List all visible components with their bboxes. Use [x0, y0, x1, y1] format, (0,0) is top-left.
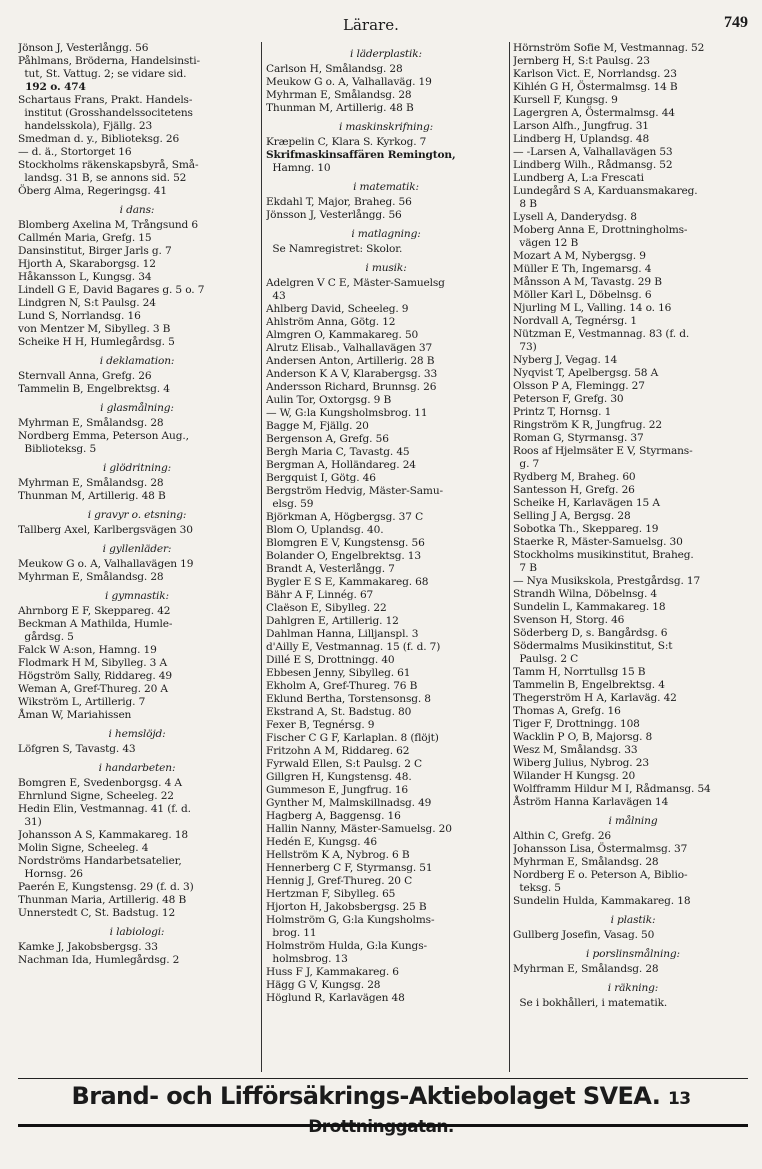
- listing-line: Santesson H, Grefg. 26: [513, 484, 635, 496]
- page-title: Lärare.: [343, 16, 399, 34]
- listing-line: Claëson E, Sibylleg. 22: [266, 602, 387, 614]
- listing-line: Hagberg A, Baggensg. 16: [266, 810, 401, 822]
- listing-line: Ekdahl T, Major, Braheg. 56: [266, 196, 412, 208]
- section-heading: i glasmålning:: [100, 402, 174, 414]
- listing-line: Smedman d. y., Biblioteksg. 26: [18, 133, 180, 145]
- listing-line: Dansinstitut, Birger Jarls g. 7: [18, 245, 172, 257]
- listing-line: Lindell G E, David Bagares g. 5 o. 7: [18, 284, 205, 296]
- listing-line: Schartaus Frans, Prakt. Handels-: [18, 94, 193, 106]
- listing-line: — -Larsen A, Valhallavägen 53: [513, 146, 673, 158]
- listing-line: Hornsg. 26: [18, 868, 83, 880]
- listing-line: Almgren O, Kammakareg. 50: [266, 329, 419, 341]
- listing-line: Roman G, Styrmansg. 37: [513, 432, 644, 444]
- listing-line: Eklund Bertha, Torstensonsg. 8: [266, 693, 431, 705]
- column-1: [18, 42, 256, 1072]
- listing-line: Ebbesen Jenny, Sibylleg. 61: [266, 667, 411, 679]
- listing-line: teksg. 5: [513, 882, 561, 894]
- listing-line: Hellström K A, Nybrog. 6 B: [266, 849, 410, 861]
- section-heading: i deklamation:: [99, 355, 175, 367]
- listing-line: Myhrman E, Smålandsg. 28: [18, 477, 164, 489]
- listing-line: Anderson K A V, Klarabergsg. 33: [266, 368, 438, 380]
- section-heading: i labiologi:: [109, 926, 165, 938]
- listing-line: Stockholms räkenskapsbyrå, Små-: [18, 159, 199, 171]
- section-heading: i hemslöjd:: [108, 728, 166, 740]
- listing-line: Peterson F, Grefg. 30: [513, 393, 624, 405]
- listing-line: Kihlén G H, Östermalmsg. 14 B: [513, 81, 678, 93]
- listing-line: Björkman A, Högbergsg. 37 C: [266, 511, 424, 523]
- listing-line: Hennig J, Gref-Thureg. 20 C: [266, 875, 413, 887]
- listing-line: Scheike H, Karlavägen 15 A: [513, 497, 660, 509]
- listing-line: Müller E Th, Ingemarsg. 4: [513, 263, 652, 275]
- listing-line: Rydberg M, Braheg. 60: [513, 471, 636, 483]
- listing-line: Paerén E, Kungstensg. 29 (f. d. 3): [18, 881, 194, 893]
- listing-line: Bergenson A, Grefg. 56: [266, 433, 389, 445]
- listing-line: Adelgren V C E, Mäster-Samuelsg: [266, 277, 445, 289]
- listing-line: Wikström L, Artillerig. 7: [18, 696, 146, 708]
- listing-line: Myhrman E, Smålandsg. 28: [513, 963, 659, 975]
- listing-line: Sobotka Th., Skeppareg. 19: [513, 523, 659, 535]
- listing-line: Sundelin Hulda, Kammakareg. 18: [513, 895, 691, 907]
- listing-line: Althin C, Grefg. 26: [513, 830, 612, 842]
- listing-line: Lysell A, Danderydsg. 8: [513, 211, 637, 223]
- listing-line: Gynther M, Malmskillnadsg. 49: [266, 797, 432, 809]
- listing-line: Wilander H Kungsg. 20: [513, 770, 636, 782]
- listing-line: Bergström Hedvig, Mäster-Samu-: [266, 485, 443, 497]
- listing-line: Tiger F, Drottningg. 108: [513, 718, 640, 730]
- listing-line: Söderberg D, s. Bangårdsg. 6: [513, 627, 668, 639]
- listing-line: Sternvall Anna, Grefg. 26: [18, 370, 152, 382]
- listing-line: Wacklin P O, B, Majorsg. 8: [513, 731, 653, 743]
- listing-line: Höglund R, Karlavägen 48: [266, 992, 405, 1004]
- listing-line: Lundberg A, L:a Frescati: [513, 172, 644, 184]
- listing-line: Lundegård S A, Karduansmakareg.: [513, 185, 698, 197]
- listing-line: Högström Sally, Riddareg. 49: [18, 670, 172, 682]
- section-heading: i musik:: [365, 262, 407, 274]
- listing-line: Se i bokhålleri, i matematik.: [513, 997, 668, 1009]
- section-heading: i matlagning:: [351, 228, 421, 240]
- listing-line: Thunman M, Artillerig. 48 B: [18, 490, 166, 502]
- column-3: [513, 42, 753, 1072]
- listing-line: Dillé E S, Drottningg. 40: [266, 654, 395, 666]
- listing-line: Wolfframm Hildur M I, Rådmansg. 54: [513, 783, 711, 795]
- listing-line: Thunman M, Artillerig. 48 B: [266, 102, 414, 114]
- listing-line: Hallin Nanny, Mäster-Samuelsg. 20: [266, 823, 452, 835]
- listing-line: vägen 12 B: [513, 237, 579, 249]
- directory-columns: [18, 42, 748, 1072]
- listing-line: Weman A, Gref-Thureg. 20 A: [18, 683, 168, 695]
- column-2: [266, 42, 506, 1072]
- listing-line: Lindberg H, Uplandsg. 48: [513, 133, 650, 145]
- listing-line: Åman W, Mariahissen: [18, 709, 132, 721]
- listing-line: Månsson A M, Tavastg. 29 B: [513, 276, 662, 288]
- listing-line: d'Ailly E, Vestmannag. 15 (f. d. 7): [266, 641, 441, 653]
- listing-line: Jernberg H, S:t Paulsg. 23: [513, 55, 650, 67]
- listing-line: 43: [266, 290, 286, 302]
- listing-line: Carlson H, Smålandsg. 28: [266, 63, 403, 75]
- listing-line: Nachman Ida, Humlegårdsg. 2: [18, 954, 180, 966]
- listing-line: — Nya Musikskola, Prestgårdsg. 17: [513, 575, 701, 587]
- listing-line: Thegerström H A, Karlaväg. 42: [513, 692, 677, 704]
- listing-line: Ekholm A, Gref-Thureg. 76 B: [266, 680, 418, 692]
- listing-line: Skrifmaskinsaffären Remington,: [266, 149, 456, 161]
- footer-company: Brand- och Lifförsäkrings-Aktiebolaget SVEA.: [71, 1082, 661, 1110]
- listing-line: Larson Alfh., Jungfrug. 31: [513, 120, 649, 132]
- listing-line: 8 B: [513, 198, 537, 210]
- listing-line: Andersen Anton, Artillerig. 28 B: [266, 355, 435, 367]
- listing-line: Alrutz Elisab., Valhallavägen 37: [266, 342, 433, 354]
- listing-line: Hörnström Sofie M, Vestmannag. 52: [513, 42, 705, 54]
- listing-line: Södermalms Musikinstitut, S:t: [513, 640, 673, 652]
- listing-line: g. 7: [513, 458, 540, 470]
- listing-line: — W, G:la Kungsholmsbrog. 11: [266, 407, 428, 419]
- section-heading: i glödritning:: [102, 462, 172, 474]
- listing-line: Myhrman E, Smålandsg. 28: [18, 571, 164, 583]
- listing-line: Myhrman E, Smålandsg. 28: [18, 417, 164, 429]
- listing-line: Brandt A, Vesterlångg. 7: [266, 563, 395, 575]
- listing-line: Tammelin B, Engelbrektsg. 4: [18, 383, 170, 395]
- listing-line: Holmström Hulda, G:la Kungs-: [266, 940, 427, 952]
- footer-rule-bottom: [18, 1124, 748, 1127]
- listing-line: Dahlgren E, Artillerig. 12: [266, 615, 399, 627]
- listing-line: Blomgren E V, Kungstensg. 56: [266, 537, 425, 549]
- listing-line: Lindgren N, S:t Paulsg. 24: [18, 297, 156, 309]
- section-heading: i matematik:: [353, 181, 419, 193]
- listing-line: Mozart A M, Nybergsg. 9: [513, 250, 646, 262]
- footer-address: 13 Drottninggatan.: [308, 1089, 691, 1137]
- listing-line: Fexer B, Tegnérsg. 9: [266, 719, 375, 731]
- listing-line: Hennerberg C F, Styrmansg. 51: [266, 862, 433, 874]
- listing-line: Johansson A S, Kammakareg. 18: [18, 829, 189, 841]
- listing-line: holmsbrog. 13: [266, 953, 348, 965]
- listing-line: Gillgren H, Kungstensg. 48.: [266, 771, 412, 783]
- listing-line: Johansson Lisa, Östermalmsg. 37: [513, 843, 688, 855]
- section-heading: i gravyr o. etsning:: [87, 509, 187, 521]
- listing-line: Håkansson L, Kungsg. 34: [18, 271, 152, 283]
- listing-line: Bygler E S E, Kammakareg. 68: [266, 576, 429, 588]
- listing-line: Åström Hanna Karlavägen 14: [513, 796, 669, 808]
- listing-line: Beckman A Mathilda, Humle-: [18, 618, 173, 630]
- listing-line: Njurling M L, Valling. 14 o. 16: [513, 302, 672, 314]
- listing-line: Scheike H H, Humlegårdsg. 5: [18, 336, 175, 348]
- listing-line: Lindberg Wilh., Rådmansg. 52: [513, 159, 673, 171]
- listing-line: Printz T, Hornsg. 1: [513, 406, 612, 418]
- listing-line: 31): [18, 816, 42, 828]
- listing-line: Holmström G, G:la Kungsholms-: [266, 914, 435, 926]
- listing-line: Nützman E, Vestmannag. 83 (f. d.: [513, 328, 690, 340]
- listing-line: — d. ä., Stortorget 16: [18, 146, 132, 158]
- listing-line: Flodmark H M, Sibylleg. 3 A: [18, 657, 167, 669]
- listing-line: Unnerstedt C, St. Badstug. 12: [18, 907, 176, 919]
- listing-line: Moberg Anna E, Drottningholms-: [513, 224, 688, 236]
- listing-line: brog. 11: [266, 927, 317, 939]
- listing-line: Meukow G o. A, Valhallavägen 19: [18, 558, 194, 570]
- listing-line: Bomgren E, Svedenborgsg. 4 A: [18, 777, 182, 789]
- section-heading: i plastik:: [610, 914, 656, 926]
- listing-line: handelsskola), Fjällg. 23: [18, 120, 153, 132]
- listing-line: Meukow G o. A, Valhallaväg. 19: [266, 76, 432, 88]
- column-divider: [261, 42, 262, 1072]
- listing-line: Hedén E, Kungsg. 46: [266, 836, 377, 848]
- listing-line: 7 B: [513, 562, 537, 574]
- listing-line: Fischer C G F, Karlaplan. 8 (flöjt): [266, 732, 439, 744]
- listing-line: Huss F J, Kammakareg. 6: [266, 966, 399, 978]
- advertisement-footer: [0, 1082, 762, 1137]
- listing-line: Hedin Elin, Vestmannag. 41 (f. d.: [18, 803, 191, 815]
- listing-line: Nordströms Handarbetsatelier,: [18, 855, 182, 867]
- listing-line: Ahrnborg E F, Skeppareg. 42: [18, 605, 171, 617]
- listing-line: tut, St. Vattug. 2; se vidare sid.: [18, 68, 187, 80]
- listing-line: Nyberg J, Vegag. 14: [513, 354, 618, 366]
- listing-line: Bolander O, Engelbrektsg. 13: [266, 550, 421, 562]
- listing-line: Thunman Maria, Artillerig. 48 B: [18, 894, 187, 906]
- listing-line: Callmén Maria, Grefg. 15: [18, 232, 152, 244]
- listing-line: Paulsg. 2 C: [513, 653, 579, 665]
- listing-line: Biblioteksg. 5: [18, 443, 97, 455]
- listing-line: Ringström K R, Jungfrug. 22: [513, 419, 662, 431]
- listing-line: gårdsg. 5: [18, 631, 74, 643]
- column-divider: [509, 42, 510, 1072]
- listing-line: Nordberg E o. Peterson A, Biblio-: [513, 869, 688, 881]
- listing-line: landsg. 31 B, se annons sid. 52: [18, 172, 187, 184]
- listing-line: Tamm H, Norrtullsg 15 B: [513, 666, 646, 678]
- listing-line: Ekstrand A, St. Badstug. 80: [266, 706, 412, 718]
- listing-line: Myhrman E, Smålandsg. 28: [266, 89, 412, 101]
- listing-line: Hjorth A, Skaraborgsg. 12: [18, 258, 156, 270]
- listing-line: Möller Karl L, Döbelnsg. 6: [513, 289, 652, 301]
- listing-line: Andersson Richard, Brunnsg. 26: [266, 381, 437, 393]
- listing-line: Molin Signe, Scheeleg. 4: [18, 842, 149, 854]
- listing-line: Svenson H, Storg. 46: [513, 614, 625, 626]
- section-heading: i räkning:: [607, 982, 659, 994]
- listing-line: Selling J A, Bergsg. 28: [513, 510, 631, 522]
- listing-line: Öberg Alma, Regeringsg. 41: [18, 185, 167, 197]
- listing-line: Strandh Wilna, Döbelnsg. 4: [513, 588, 657, 600]
- section-heading: i målning: [608, 815, 658, 827]
- listing-line: Lagergren A, Östermalmsg. 44: [513, 107, 675, 119]
- listing-line: Tammelin B, Engelbrektsg. 4: [513, 679, 665, 691]
- listing-line: Hamng. 10: [266, 162, 331, 174]
- listing-line: Bähr A F, Linnég. 67: [266, 589, 374, 601]
- listing-line: elsg. 59: [266, 498, 314, 510]
- listing-line: Fyrwald Ellen, S:t Paulsg. 2 C: [266, 758, 422, 770]
- listing-line: Hägg G V, Kungsg. 28: [266, 979, 381, 991]
- listing-line: Jönson J, Vesterlångg. 56: [18, 42, 149, 54]
- section-heading: i dans:: [119, 204, 155, 216]
- listing-line: von Mentzer M, Sibylleg. 3 B: [18, 323, 171, 335]
- page-number: 749: [724, 14, 748, 31]
- listing-line: Myhrman E, Smålandsg. 28: [513, 856, 659, 868]
- listing-line: Gummeson E, Jungfrug. 16: [266, 784, 408, 796]
- listing-line: Löfgren S, Tavastg. 43: [18, 743, 136, 755]
- listing-line: Sundelin L, Kammakareg. 18: [513, 601, 666, 613]
- listing-line: Lund S, Norrlandsg. 16: [18, 310, 141, 322]
- listing-line: Ehrnlund Signe, Scheeleg. 22: [18, 790, 174, 802]
- footer-rule-top: [18, 1078, 748, 1079]
- listing-line: Ahlström Anna, Götg. 12: [266, 316, 396, 328]
- listing-line: Nordvall A, Tegnérsg. 1: [513, 315, 638, 327]
- listing-line: Kræpelin C, Klara S. Kyrkog. 7: [266, 136, 427, 148]
- listing-line: Blom O, Uplandsg. 40.: [266, 524, 384, 536]
- listing-line: Påhlmans, Bröderna, Handelsinsti-: [18, 55, 200, 67]
- listing-line: Staerke R, Mäster-Samuelsg. 30: [513, 536, 683, 548]
- listing-line: Stockholms musikinstitut, Braheg.: [513, 549, 694, 561]
- listing-line: Bagge M, Fjällg. 20: [266, 420, 369, 432]
- listing-line: Kursell F, Kungsg. 9: [513, 94, 618, 106]
- listing-line: 192 o. 474: [18, 81, 86, 93]
- listing-line: Falck W A:son, Hamng. 19: [18, 644, 157, 656]
- listing-line: institut (Grosshandelssocitetens: [18, 107, 193, 119]
- listing-line: Tallberg Axel, Karlbergsvägen 30: [18, 524, 193, 536]
- section-heading: i läderplastik:: [350, 48, 422, 60]
- listing-line: Bergman A, Holländareg. 24: [266, 459, 416, 471]
- listing-line: Bergh Maria C, Tavastg. 45: [266, 446, 410, 458]
- listing-line: Karlson Vict. E, Norrlandsg. 23: [513, 68, 677, 80]
- listing-line: 73): [513, 341, 537, 353]
- listing-line: Nordberg Emma, Peterson Aug.,: [18, 430, 189, 442]
- listing-line: Wesz M, Smålandsg. 33: [513, 744, 638, 756]
- listing-line: Dahlman Hanna, Lilljanspl. 3: [266, 628, 419, 640]
- listing-line: Thomas A, Grefg. 16: [513, 705, 621, 717]
- listing-line: Roos af Hjelmsäter E V, Styrmans-: [513, 445, 693, 457]
- section-heading: i gymnastik:: [105, 590, 169, 602]
- listing-line: Olsson P A, Flemingg. 27: [513, 380, 645, 392]
- listing-line: Ahlberg David, Scheeleg. 9: [266, 303, 409, 315]
- listing-line: Fritzohn A M, Riddareg. 62: [266, 745, 410, 757]
- listing-line: Aulin Tor, Oxtorgsg. 9 B: [266, 394, 392, 406]
- listing-line: Bergquist I, Götg. 46: [266, 472, 376, 484]
- section-heading: i handarbeten:: [98, 762, 176, 774]
- page-header: [0, 6, 762, 36]
- listing-line: Jönsson J, Vesterlångg. 56: [266, 209, 402, 221]
- listing-line: Se Namregistret: Skolor.: [266, 243, 403, 255]
- listing-line: Blomberg Axelina M, Trångsund 6: [18, 219, 198, 231]
- listing-line: Kamke J, Jakobsbergsg. 33: [18, 941, 158, 953]
- section-heading: i maskinskrifning:: [338, 121, 434, 133]
- section-heading: i porslinsmålning:: [586, 948, 680, 960]
- listing-line: Hjorton H, Jakobsbergsg. 25 B: [266, 901, 427, 913]
- listing-line: Nyqvist T, Apelbergsg. 58 A: [513, 367, 659, 379]
- listing-line: Hertzman F, Sibylleg. 65: [266, 888, 396, 900]
- listing-line: Gullberg Josefin, Vasag. 50: [513, 929, 655, 941]
- listing-line: Wiberg Julius, Nybrog. 23: [513, 757, 649, 769]
- section-heading: i gyllenläder:: [102, 543, 172, 555]
